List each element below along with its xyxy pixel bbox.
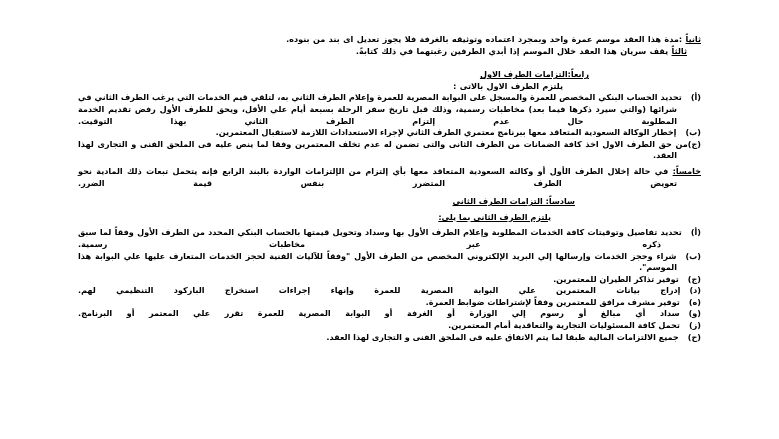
list-item-marker: (ب) <box>685 250 701 261</box>
list-item <box>78 227 701 250</box>
clause-second-text: :مدة هذا العقد موسم عمرة واحد وبمجرد اعتماده وتوثيقه بالغرفة فلا يجوز تعديل اى بند من بنوده. <box>286 34 686 44</box>
list-item-marker: (ج) <box>687 138 701 149</box>
list-item <box>78 139 701 162</box>
list-item-text: تحديد تفاصيل وتوقيتات كافة الخدمات المطلوبة وإعلام الطرف الأول بها وسداد وتحويل قيمتها بالحساب البنكي المحدد من الطرف الأول وفقاً لما سبق ذكره عبر مخاطبات رسمية. <box>78 227 682 249</box>
list-item-text: تحمل كافة المسئوليات التجارية والتعاقدية أمام المعتمرين. <box>448 320 680 331</box>
clause-third-text: يقف سريان هذا العقد خلال الموسم إذا أبدي الطرفين رغبتهما في ذلك كتابةً. <box>355 45 672 56</box>
list-item-text: إخطار الوكالة السعودية المتعاقد معها ببرنامج معتمري الطرف الثاني لإجراء الاستعدادات اللازمة لاستقبال المعتمرين. <box>215 127 677 138</box>
list-item-marker: (د) <box>689 285 701 296</box>
list-item-text: تحديد الحساب البنكي المخصص للعمرة والمسجل على البوابة المصرية للعمرة وإعلام الطرف الثاني به، لتلقي قيم الخدمات التي يرغب الطرف الثاني في شرائها (والتي سيرد ذكرها فيما بعد) مخاطبات رسمية، وذلك قبل تاريخ سفر الرحلة بسبعة أيام علي الأقل، ويحق للطرف الأول رفض تقديم الخدمة المطلوبة حال عدم إلتزام الطرف الثاني بهذا التوقيت. <box>78 92 682 126</box>
list-item-text: جميع الالتزامات المالية طبقا لما يتم الاتفاق عليه فى الملحق الفنى و التجارى لهذا العقد. <box>326 331 679 342</box>
list-item-marker: (ح) <box>687 331 701 342</box>
list-item-marker: (ب) <box>685 127 701 138</box>
clause-fifth-lead: خامساً: <box>672 165 701 176</box>
list-item-text: شراء وحجز الخدمات وإرسالها إلي البريد الإلكتروني المخصص من الطرف الأول "وفقاً للآليات الفنية لحجز الخدمات المتعارف عليها علي البوابة هذا الموسم". <box>78 250 677 273</box>
list-item <box>78 320 701 332</box>
section-heading-sixth: سادساً: التزامات الطرف الثانى <box>452 196 575 207</box>
clause-fifth <box>78 166 701 189</box>
spacer <box>78 57 701 69</box>
list-item-text: توفير مشرف مرافق للمعتمرين وفقاً لإشتراطات ضوابط العمرة. <box>425 296 680 307</box>
list-item-marker: (و) <box>688 308 701 319</box>
list-item <box>78 251 701 274</box>
spacer <box>78 189 701 196</box>
clause-second-lead: ثانياً <box>685 34 701 44</box>
list-item <box>78 285 701 297</box>
list-item-text: من حق الطرف الاول اخذ كافة الضمانات من الطرف الثانى والتى تضمن له عدم تخلف المعتمرين وفقا لما ينص عليه فى الملحق الفنى و التجارى لهذا العقد. <box>78 138 688 161</box>
clause-third <box>78 46 701 58</box>
list-item <box>78 308 701 320</box>
list-item <box>78 127 701 139</box>
list-item <box>78 332 701 344</box>
clause-second <box>78 34 701 46</box>
list-item <box>78 274 701 286</box>
list-item-marker: (أ) <box>690 92 701 103</box>
section-intro-fourth: يلتزم الطرف الاول بالاتى : <box>453 80 563 91</box>
list-item <box>78 297 701 309</box>
list-item-marker: (ج) <box>687 273 701 284</box>
section-heading-fourth: رابعاً:التزامات الطرف الاول <box>479 69 589 80</box>
list-item <box>78 92 701 127</box>
section-intro-sixth: يلتزم الطرف الثانى بما يلى: <box>438 211 551 222</box>
list-item-marker: (أ) <box>690 227 701 238</box>
list-item-text: توفير تذاكر الطيران للمعتمرين. <box>553 273 679 284</box>
list-item-marker: (ه) <box>688 296 701 307</box>
clause-third-lead: ثالثاً <box>671 45 687 56</box>
list-item-marker: (ز) <box>688 320 701 331</box>
clause-fifth-text: في حالة إخلال الطرف الأول أو وكالته السعودية المتعاقد معها بأي إلتزام من الإلتزامات الواردة بالبند الرابع فإنه يتحمل تبعات ذلك المادية نحو تعويض الطرف المتضرر بنفس قيمة الضرر. <box>78 165 677 188</box>
document-body <box>78 34 701 343</box>
list-item-text: إدراج بيانات المعتمرين علي البوابة المصرية للعمرة وإنهاء إجراءات استخراج الباركود التنظيمي لهم. <box>78 285 681 296</box>
list-item-text: سداد أي مبالغ أو رسوم إلي الوزارة أو الغرفة أو البوابة المصرية للعمرة تقرر علي المعتمر أو البرنامج. <box>78 308 680 319</box>
